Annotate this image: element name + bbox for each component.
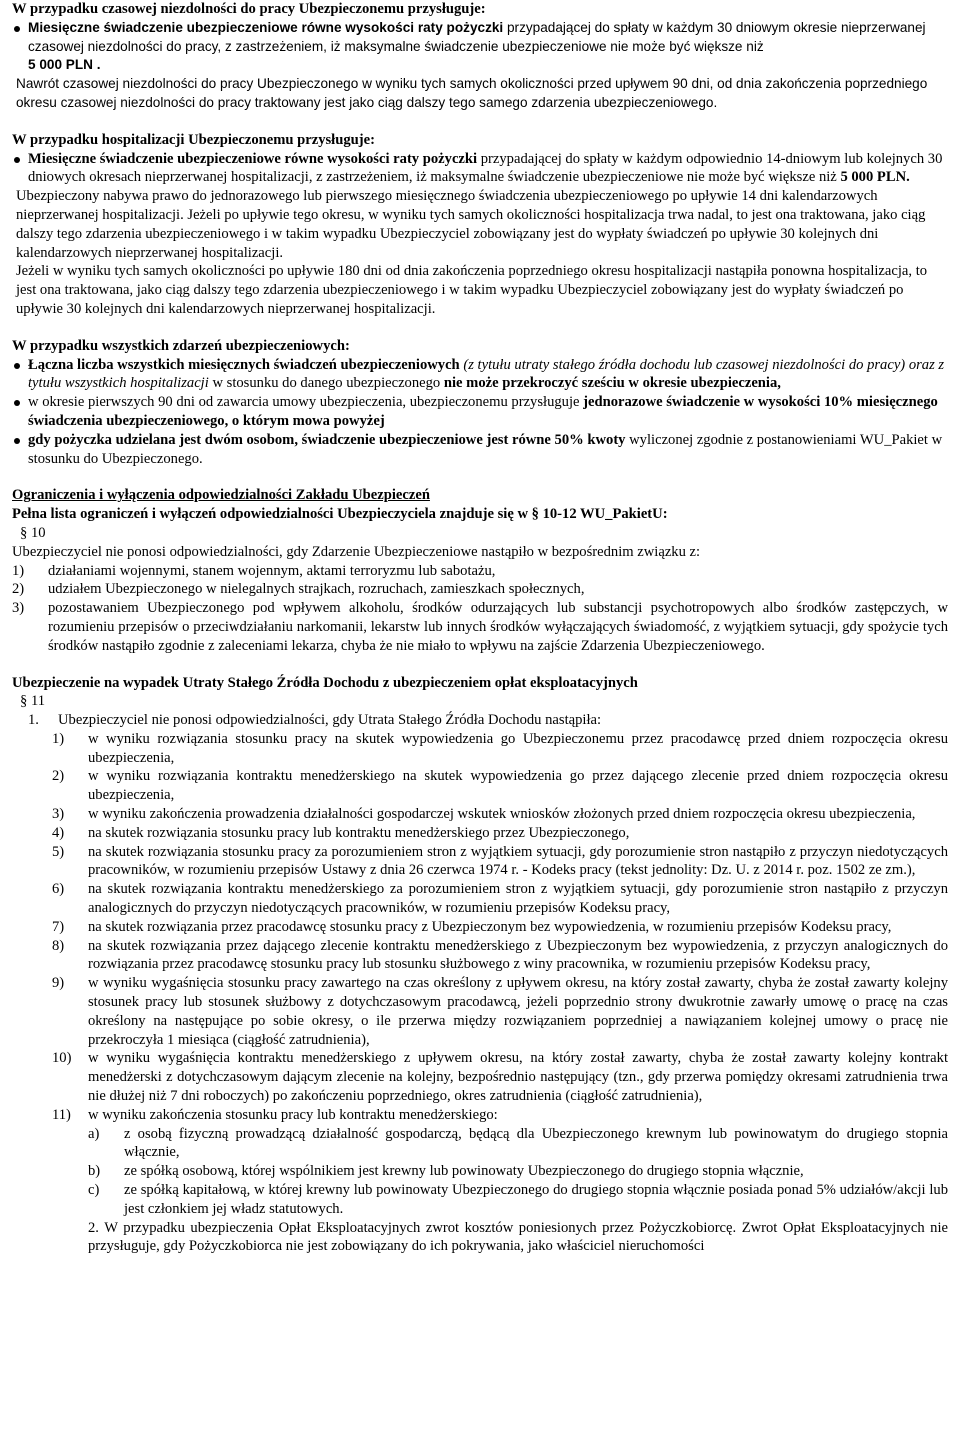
heading-hospitalization: W przypadku hospitalizacji Ubezpieczonemu przysługuje: [12,131,375,148]
item-text: na skutek rozwiązania kontraktu menedżerskiego za porozumieniem stron z wyjątkiem sytuacji, gdy porozumienie stron nastąpiło z przyczyn analogicznych do przyczyn niedotyczących pracowników, w rozumieniu przepisów Kodeksu pracy, [88,881,948,917]
hospital-para-1: Ubezpieczony nabywa prawo do jednorazowego lub pierwszego miesięcznego świadczenia ubezpieczeniowego po upływie 14 dni kalendarzowych nieprzerwanej hospitalizacji. Jeżeli po upływie tego okresu, w wyniku tych samych okoliczności hospitalizacja trwa nadal, to jest ona traktowana, jako ciąg dalszy tego zdarzenia ubezpieczeniowego i w takim wypadku Ubezpieczyciel zobowiązany jest do wypłaty świadczeń po upływie 30 kolejnych dni kalendarzowych nieprzerwanej hospitalizacji. [16,188,926,261]
item-number: 5) [52,843,65,860]
item-text: w wyniku rozwiązania kontraktu menedżerskiego na skutek wypowiedzenia go przez dającego zlecenie przed dniem rozpoczęcia okresu ubezpieczenia, [88,768,948,804]
item-number: 9) [52,975,65,992]
item-number: 6) [52,881,65,898]
income-loss-list [52,730,948,1125]
item-number: 11) [52,1106,71,1123]
item-text: na skutek rozwiązania stosunku pracy za porozumieniem stron z wyjątkiem sytuacji, gdy porozumienie stron nastąpiło z przyczyn niedotyczących pracowników, w rozumieniu przepisów Ustawy z dnia 26 czerwca 1974 r. - Kodeks pracy (tekst jednolity: Dz. U. z 2014 r. poz. 1502 ze zm.), [88,843,948,879]
item-number: 7) [52,918,65,935]
list-item [12,562,948,581]
bullet-lead: Miesięczne świadczenie ubezpieczeniowe równe wysokości raty pożyczki [28,19,504,35]
item-letter: c) [88,1182,100,1199]
list-item [52,767,948,805]
list-item [52,880,948,918]
benefit-cap-amount: 5 000 PLN . [28,57,101,73]
item-number: 10) [52,1050,72,1067]
recurrence-paragraph: Nawrót czasowej niezdolności do pracy Ubezpieczonego w wyniku tych samych okoliczności przed upływem 90 dni, od dnia zakończenia poprzedniego okresu czasowej niezdolności do pracy traktowany jest jako ciąg dalszy tego samego zdarzenia ubezpieczeniowego. [16,76,928,110]
item-number: 3) [12,600,25,617]
list-item [52,843,948,881]
item-number: 1. [28,712,39,729]
item-text: na skutek rozwiązania przez dającego zlecenie kontraktu menedżerskiego z Ubezpieczonym bez wypowiedzenia, z przyczyn analogicznych do rozwiązania przez pracodawcę stosunku pracy lub stosunku służbowego z winy pracownika, w rozumieniu przepisów Kodeksu pracy, [88,937,948,973]
exclusions-list [12,562,948,656]
bullet-text: przypadającej do spłaty w każdym odpowiednio 14-dniowym lub kolejnych 30 dniowych okresach nieprzerwanej hospitalizacji, z zastrzeżeniem, iż maksymalne świadczenie ubezpieczeniowe nie może być większe niż [28,150,943,186]
paragraph-11-mark: § 11 [20,693,45,710]
document-page [12,0,948,1256]
bullet-total-benefits [12,356,948,394]
list-item [52,974,948,1049]
heading-temporary-incapacity: W przypadku czasowej niezdolności do pracy Ubezpieczonemu przysługuje: [12,1,486,17]
heading-all-events: W przypadku wszystkich zdarzeń ubezpieczeniowych: [12,337,350,354]
bullet-text: przypadającej do spłaty w każdym 30 dniowym okresie nieprzerwanej czasowej niezdolności do pracy, z zastrzeżeniem, iż maksymalne świadczenie ubezpieczeniowe nie może być większe niż [28,19,926,54]
list-item [52,730,948,768]
list-item [52,937,948,975]
item-text: działaniami wojennymi, stanem wojennym, aktami terroryzmu lub sabotażu, [48,562,496,579]
item-text: na skutek rozwiązania przez pracodawcę stosunku pracy z Ubezpieczonym bez wypowiedzenia, w rozumieniu przepisów Kodeksu pracy, [88,918,892,935]
list-item [52,918,948,937]
item-text: w wyniku rozwiązania stosunku pracy na skutek wypowiedzenia go Ubezpieczonemu przez pracodawcę przed dniem rozpoczęcia okresu ubezpieczenia, [88,730,948,766]
list-item [88,1181,948,1219]
bullet-two-borrowers [12,431,948,469]
item-number: 8) [52,937,65,954]
item-text: ze spółką osobową, której wspólnikiem jest krewny lub powinowaty Ubezpieczonego do drugiego stopnia włącznie, [124,1163,804,1180]
item-number: 1) [12,562,25,579]
bullet-text: w stosunku do danego ubezpieczonego [212,375,441,392]
list-item [88,1125,948,1163]
bullet-first-90-days [12,393,948,431]
bullet-monthly-benefit-hospital [12,150,948,188]
bullet-lead: Miesięczne świadczenie ubezpieczeniowe równe wysokości raty pożyczki [28,150,478,167]
list-item [52,1049,948,1105]
list-item [52,805,948,824]
bullet-text: wyliczonej zgodnie z postanowieniami WU_Pakiet w stosunku do Ubezpieczonego. [28,431,943,467]
item-number: 3) [52,806,65,823]
exclusions-reference: Pełna lista ograniczeń i wyłączeń odpowiedzialności Ubezpieczyciela znajduje się w § 10-12 WU_PakietU: [12,506,668,523]
heading-income-loss: Ubezpieczenie na wypadek Utraty Stałego Źródła Dochodu z ubezpieczeniem opłat eksploatacyjnych [12,674,638,691]
bullet-italic: (z tytułu utraty stałego źródła dochodu lub czasowej niezdolności do pracy) oraz z tytułu wszystkich hospitalizacji [28,356,945,392]
bullet-lead: gdy pożyczka udzielana jest dwóm osobom, świadczenie ubezpieczeniowe jest równe 50% kwoty [28,431,626,448]
list-item [52,824,948,843]
heading-exclusions: Ograniczenia i wyłączenia odpowiedzialności Zakładu Ubezpieczeń [12,487,430,504]
paragraph-10-mark: § 10 [20,524,46,541]
item-text: w wyniku wygaśnięcia kontraktu menedżerskiego z upływem okresu, na który został zawarty, chyba że został zawarty kolejny kontrakt menedżerski z dotychczasowym dającym zlecenie na kolejny, bezpośrednio następujący (tzn., gdy przerwa pomiędzy okresami zatrudnienia trwa nie dłużej niż 7 dni roboczych) po zakończeniu poprzedniego, okres zatrudnienia (ciągłość zatrudnienia), [88,1050,948,1105]
bullet-lead: jednorazowe świadczenie w wysokości 10% miesięcznego świadczenia ubezpieczeniowego, o którym mowa powyżej [28,394,938,429]
income-loss-intro [12,711,948,730]
item-text: pozostawaniem Ubezpieczonego pod wpływem alkoholu, środków odurzających lub substancji psychotropowych albo środków zastępczych, w rozumieniu przepisów o przeciwdziałaniu narkomanii, lekarstw lub innych środków wyłączających świadomość, z wyjątkiem sytuacji, gdy spożycie tych środków nastąpiło zgodnie z zaleceniami lekarza, chyba że nie miało to wpływu na zajście Zdarzenia Ubezpieczeniowego. [48,600,948,654]
benefit-cap-amount: 5 000 PLN. [840,169,910,186]
item-text: w wyniku zakończenia prowadzenia działalności gospodarczej wskutek wniosków złożonych przed dniem rozpoczęcia okresu ubezpieczenia, [88,806,916,823]
list-item [52,1106,948,1125]
hospital-para-2: Jeżeli w wyniku tych samych okoliczności po upływie 180 dni od dnia zakończenia poprzedniego okresu hospitalizacji nastąpiła ponowna hospitalizacja, to jest ona traktowana, jako ciąg dalszy tego zdarzenia ubezpieczeniowego i w takim wypadku Ubezpieczyciel zobowiązany jest do wypłaty świadczeń po upływie 30 kolejnych dni kalendarzowych nieprzerwanej hospitalizacji. [16,263,928,317]
item-number: 4) [52,824,65,841]
bullet-text: w okresie pierwszych 90 dni od zawarcia umowy ubezpieczenia, ubezpieczonemu przysługuje [28,394,580,411]
exclusions-intro: Ubezpieczyciel nie ponosi odpowiedzialności, gdy Zdarzenie Ubezpieczeniowe nastąpiło w bezpośrednim związku z: [12,543,701,560]
item-text: w wyniku zakończenia stosunku pracy lub kontraktu menedżerskiego: [88,1106,498,1123]
list-item [88,1162,948,1181]
list-item [12,599,948,655]
item-text: ze spółką kapitałową, w której krewny lub powinowaty Ubezpieczonego do drugiego stopnia włącznie posiada ponad 5% udziałów/akcji lub jest członkiem jej władz statutowych. [124,1182,948,1217]
item-letter: a) [88,1125,100,1142]
item-text: Ubezpieczyciel nie ponosi odpowiedzialności, gdy Utrata Stałego Źródła Dochodu nastąpiła: [58,712,602,729]
operating-fees-paragraph: 2. W przypadku ubezpieczenia Opłat Eksploatacyjnych zwrot kosztów poniesionych przez Pożyczkobiorcę. Zwrot Opłat Eksploatacyjnych nie przysługuje, gdy Pożyczkobiorca nie jest zobowiązany do ich pokrywania, jako właściciel nieruchomości [88,1219,948,1255]
bullet-monthly-benefit-incapacity [12,19,948,75]
item-number: 2) [12,581,25,598]
income-loss-sublist [88,1125,948,1219]
item-text: w wyniku wygaśnięcia stosunku pracy zawartego na czas określony z upływem okresu, na który został zawarty, chyba że został zawarty kolejny stosunek pracy lub stosunek służbowy z dotychczasowym pracodawcą, jeżeli poprzednio strony dwukrotnie zawarły umowę o pracę na czas określony na następujące po sobie okresy, o ile przerwa między rozwiązaniem poprzedniej a nawiązaniem kolejnej umowy o pracę nie przekroczyła 1 miesiąca (ciągłość zatrudnienia), [88,975,948,1048]
item-number: 2) [52,768,65,785]
bullet-limit: nie może przekroczyć sześciu w okresie ubezpieczenia, [443,375,781,392]
item-text: z osobą fizyczną prowadzącą działalność gospodarczą, będącą dla Ubezpieczonego krewnym lub powinowatym do drugiego stopnia włącznie, [124,1125,948,1161]
item-text: udziałem Ubezpieczonego w nielegalnych strajkach, rozruchach, zamieszkach społecznych, [48,581,585,598]
bullet-lead: Łączna liczba wszystkich miesięcznych świadczeń ubezpieczeniowych [28,356,460,373]
list-item [12,580,948,599]
item-letter: b) [88,1163,101,1180]
item-number: 1) [52,730,65,747]
item-text: na skutek rozwiązania stosunku pracy lub kontraktu menedżerskiego przez Ubezpieczonego, [88,824,630,841]
